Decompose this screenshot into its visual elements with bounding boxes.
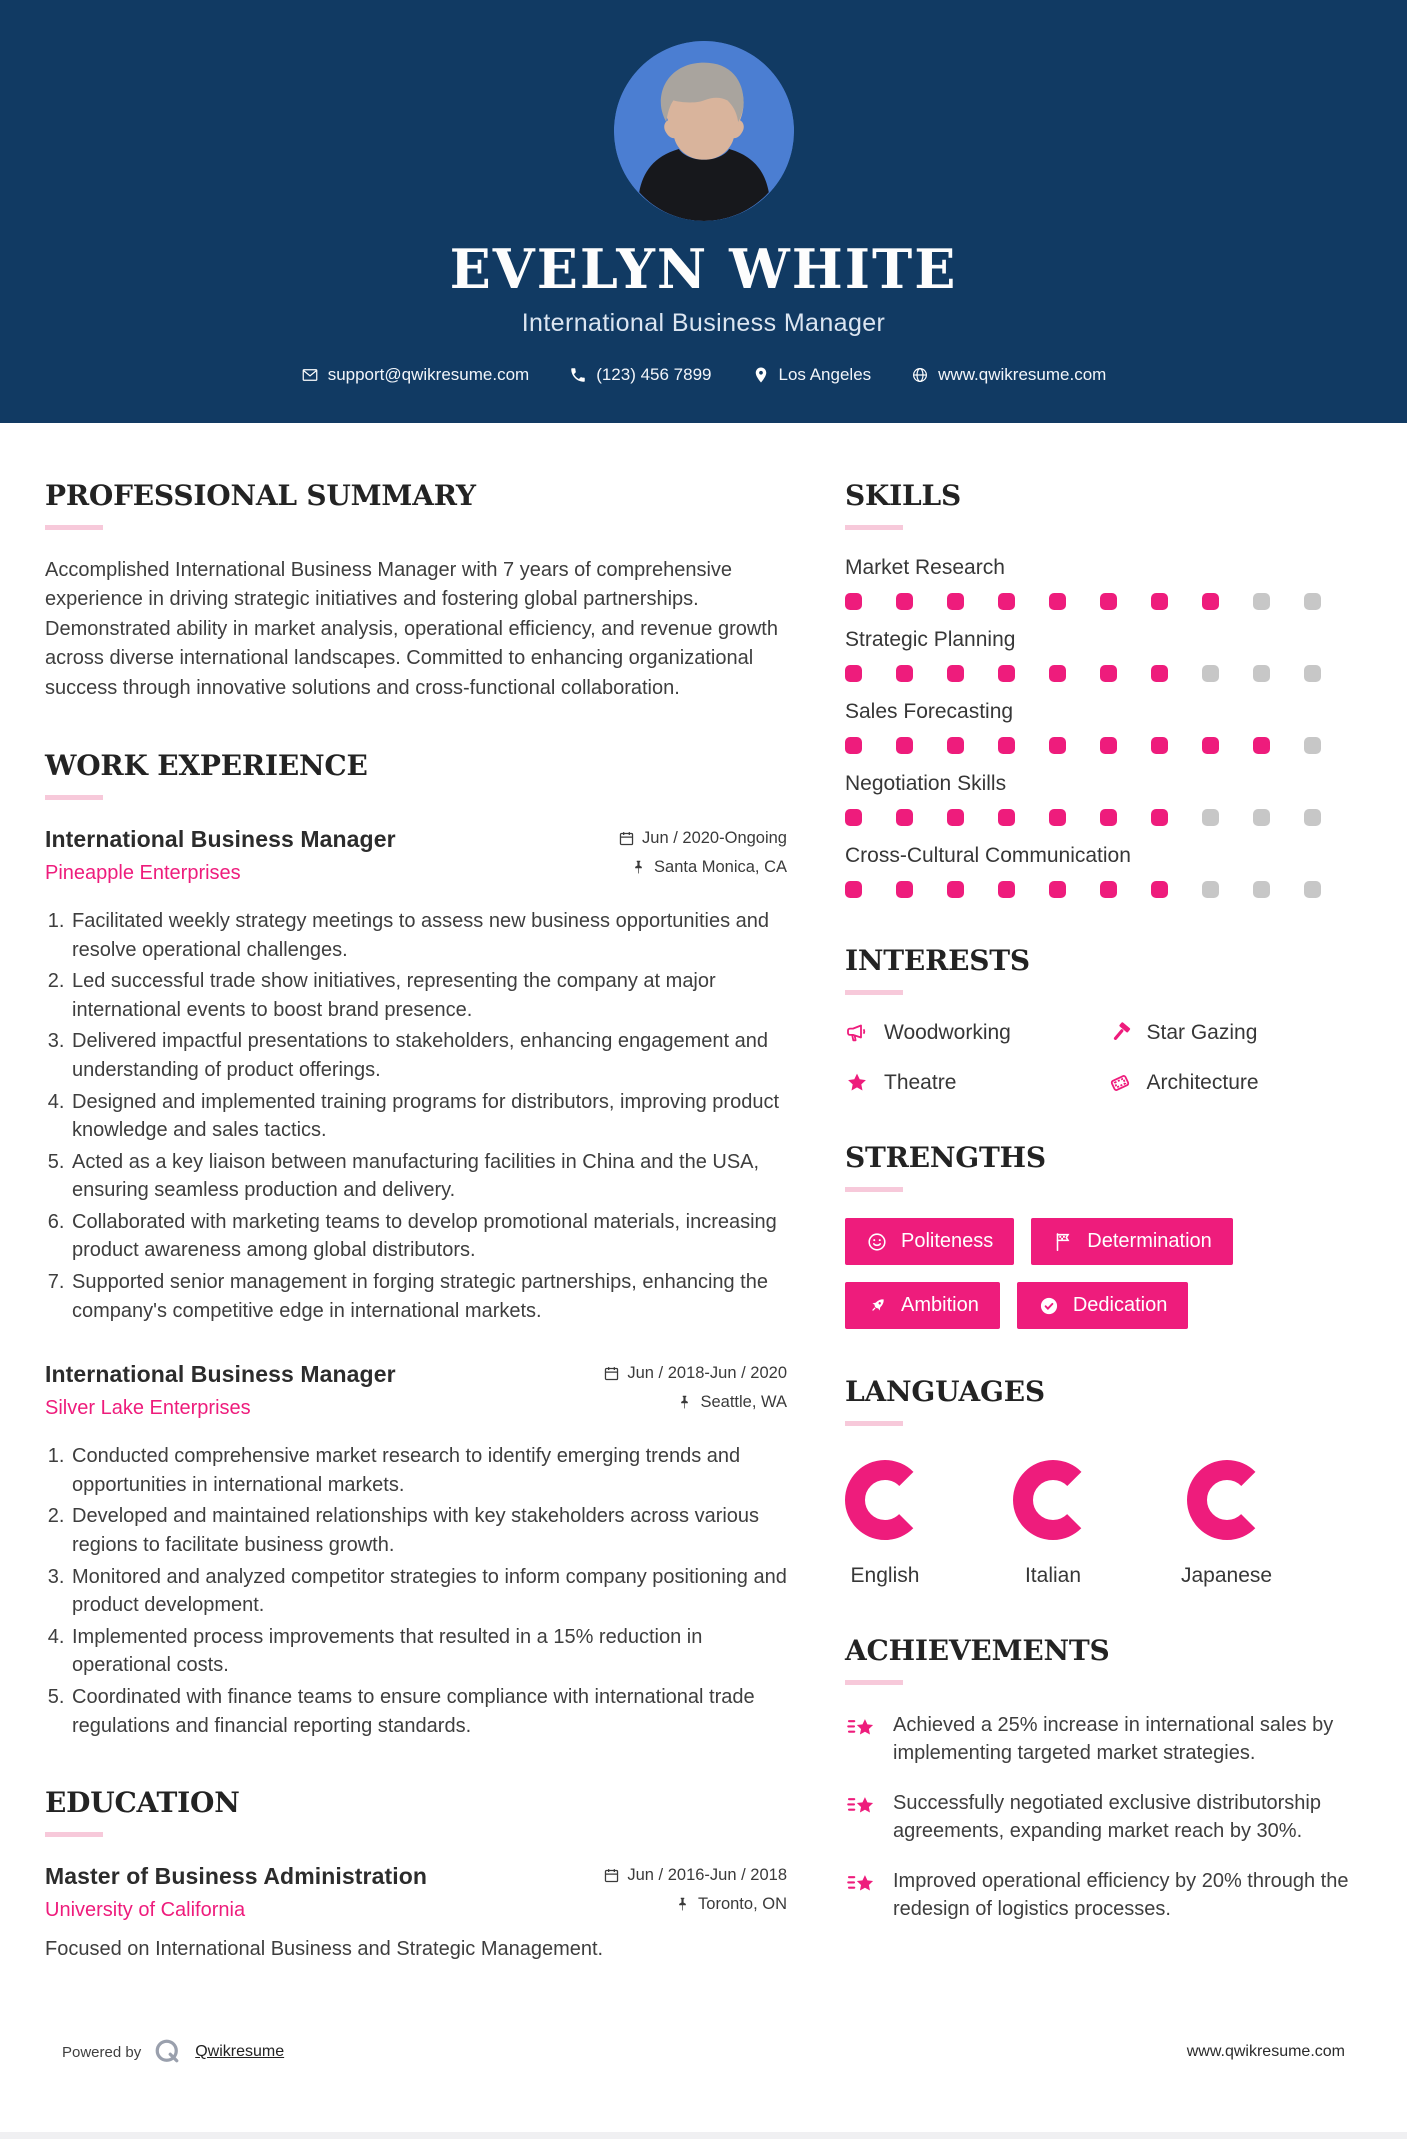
skill-dot (1202, 593, 1219, 610)
globe-icon (911, 366, 929, 384)
main-content (0, 423, 1407, 2007)
job-title-block (45, 826, 396, 885)
job-bullet: 1. Conducted comprehensive market research to identify emerging trends and opportunities in international markets. (70, 1442, 787, 1499)
strength-label: Ambition (901, 1294, 979, 1316)
language-label: Italian (1024, 1564, 1082, 1587)
skill-dot (896, 737, 913, 754)
job-entry (45, 826, 787, 1325)
job-header (45, 1361, 787, 1420)
page-bottom-edge (0, 2132, 1407, 2139)
job-bullet: 3. Delivered impactful presentations to stakeholders, enhancing engagement and understanding of product offerings. (70, 1027, 787, 1084)
interest-label: Theatre (884, 1071, 957, 1094)
language-proficiency-ring (845, 1460, 925, 1540)
skill-name: Market Research (845, 556, 1005, 579)
skill-dot (1253, 809, 1270, 826)
location-pin-icon (752, 366, 770, 384)
language-label: English (850, 1564, 920, 1587)
strength-badge (845, 1282, 1000, 1329)
job-location (676, 1393, 787, 1412)
job-date-text: Jun / 2018-Jun / 2020 (627, 1364, 787, 1383)
interest-label: Woodworking (884, 1021, 1011, 1044)
checkered-flag-icon (1052, 1231, 1074, 1253)
skill-dot (947, 881, 964, 898)
skill-dot (1202, 737, 1219, 754)
megaphone-icon (845, 1021, 869, 1045)
heading-underline (845, 525, 903, 530)
section-heading-summary: PROFESSIONAL SUMMARY (45, 479, 476, 512)
skill-dot (1100, 737, 1117, 754)
skill-dot (845, 881, 862, 898)
job-bullet: 5. Coordinated with finance teams to ensure compliance with international trade regulations and financial reporting standards. (70, 1683, 787, 1740)
interest-item (845, 1071, 1100, 1095)
education-note: Focused on International Business and Strategic Management. (45, 1938, 604, 1961)
job-bullet: 4. Designed and implemented training programs for distributors, improving product knowledge and sales tactics. (70, 1088, 787, 1145)
qwikresume-logo-icon (153, 2037, 183, 2067)
skill-dot (998, 809, 1015, 826)
strength-label: Politeness (901, 1230, 994, 1252)
skill-item (845, 556, 1362, 610)
skill-dot (1304, 881, 1321, 898)
pushpin-icon (674, 1896, 691, 1913)
section-heading-interests: INTERESTS (845, 944, 1030, 977)
section-heading-strengths: STRENGTHS (845, 1141, 1046, 1174)
skill-dot (1151, 737, 1168, 754)
skill-dot (896, 881, 913, 898)
job-title: International Business Manager (45, 825, 396, 852)
section-heading-languages: LANGUAGES (845, 1375, 1045, 1408)
skill-rating (845, 737, 1362, 754)
languages-row (845, 1452, 1362, 1588)
skill-dot (1253, 665, 1270, 682)
skill-dot (1049, 809, 1066, 826)
skill-dot (1151, 665, 1168, 682)
skill-dot (896, 593, 913, 610)
job-bullet-list (45, 1442, 787, 1740)
star-icon (845, 1071, 869, 1095)
strength-badge (845, 1218, 1014, 1265)
section-heading-skills: SKILLS (845, 479, 962, 512)
skill-dot (1100, 593, 1117, 610)
job-date-text: Jun / 2020-Ongoing (642, 828, 787, 847)
job-title-block (45, 1361, 396, 1420)
job-company: Silver Lake Enterprises (45, 1397, 251, 1420)
email-icon (301, 366, 319, 384)
section-heading-work: WORK EXPERIENCE (45, 748, 368, 782)
education-location (674, 1895, 787, 1914)
heading-underline (845, 990, 903, 995)
education-title-block (45, 1863, 427, 1922)
section-languages (845, 1375, 1362, 1588)
ticket-icon (1108, 1071, 1132, 1095)
gavel-icon (1108, 1021, 1132, 1045)
interest-label: Star Gazing (1146, 1021, 1258, 1044)
language-label: Japanese (1181, 1564, 1273, 1587)
skill-rating (845, 881, 1362, 898)
section-heading-achievements: ACHIEVEMENTS (845, 1634, 1110, 1667)
heading-underline (45, 525, 103, 530)
heading-underline (45, 795, 103, 800)
skill-item (845, 700, 1362, 754)
education-location-text: Toronto, ON (698, 1895, 787, 1914)
section-interests (845, 944, 1362, 1095)
achievement-text: Successfully negotiated exclusive distributorship agreements, expanding market reach by 30%. (893, 1791, 1321, 1843)
pushpin-icon (630, 859, 647, 876)
skill-dot (947, 593, 964, 610)
job-bullet: 4. Implemented process improvements that resulted in a 15% reduction in operational costs. (70, 1623, 787, 1680)
job-bullet: 5. Acted as a key liaison between manufacturing facilities in China and the USA, ensuring seamless production and delivery. (70, 1148, 787, 1205)
job-header (45, 826, 787, 885)
job-title: International Business Manager (45, 1361, 396, 1388)
skill-dot (1049, 665, 1066, 682)
skill-dot (998, 737, 1015, 754)
skill-dot (947, 737, 964, 754)
skill-dot (1253, 593, 1270, 610)
skill-rating (845, 665, 1362, 682)
job-bullet: 6. Collaborated with marketing teams to develop promotional materials, increasing product awareness among global distributors. (70, 1208, 787, 1265)
header (0, 0, 1407, 423)
profile-photo (614, 41, 794, 221)
calendar-icon (603, 1867, 620, 1884)
contact-row (0, 365, 1407, 385)
pushpin-icon (676, 1394, 693, 1411)
calendar-icon (618, 830, 635, 847)
section-strengths (845, 1141, 1362, 1329)
strength-badge (1031, 1218, 1233, 1265)
skill-dot (947, 665, 964, 682)
summary-text: Accomplished International Business Manager with 7 years of comprehensive experience in driving strategic initiatives and fostering global partnerships. Demonstrated ability in market analysis, operational efficiency, and revenue growth across diverse international landscapes. Committed to enhancing organizational success through innovative solutions and cross-functional collaboration. (45, 559, 778, 699)
job-location-text: Seattle, WA (700, 1393, 787, 1412)
skill-dot (1253, 737, 1270, 754)
language-item (845, 1460, 925, 1588)
job-bullet-list (45, 907, 787, 1325)
skill-dot (896, 809, 913, 826)
job-bullet: 1. Facilitated weekly strategy meetings to assess new business opportunities and resolve operational challenges. (70, 907, 787, 964)
section-work-experience (45, 749, 787, 1740)
skill-dot (1304, 593, 1321, 610)
skill-rating (845, 809, 1362, 826)
skill-dot (1253, 881, 1270, 898)
skill-dot (998, 665, 1015, 682)
heading-underline (845, 1680, 903, 1685)
interest-label: Architecture (1146, 1071, 1259, 1094)
skill-dot (845, 737, 862, 754)
language-proficiency-ring (1187, 1460, 1267, 1540)
job-bullet: 7. Supported senior management in forging strategic partnerships, enhancing the company's competitive edge in international markets. (70, 1268, 787, 1325)
check-circle-icon (1038, 1295, 1060, 1317)
school-name: University of California (45, 1899, 246, 1922)
language-item (1013, 1460, 1093, 1588)
skill-rating (845, 593, 1362, 610)
interest-item (1108, 1071, 1363, 1095)
skill-item (845, 772, 1362, 826)
person-name: EVELYN WHITE (449, 237, 958, 301)
contact-phone[interactable] (569, 365, 711, 385)
shooting-star-icon (845, 1791, 875, 1821)
job-location (630, 858, 787, 877)
powered-by-block (62, 2037, 284, 2067)
contact-website-text: www.qwikresume.com (938, 365, 1107, 384)
strength-badges (845, 1218, 1362, 1329)
person-title: International Business Manager (521, 309, 886, 337)
skill-dot (1202, 881, 1219, 898)
job-bullet: 3. Monitored and analyzed competitor strategies to inform company positioning and product development. (70, 1563, 787, 1620)
skill-dot (845, 593, 862, 610)
interest-item (1108, 1021, 1363, 1045)
footer (0, 2007, 1407, 2139)
job-entry (45, 1361, 787, 1740)
job-company: Pineapple Enterprises (45, 861, 241, 884)
interest-item (845, 1021, 1100, 1045)
skill-dot (845, 809, 862, 826)
contact-email[interactable] (301, 365, 530, 385)
contact-location (752, 365, 872, 385)
calendar-icon (603, 1365, 620, 1382)
job-meta (603, 1361, 787, 1412)
skill-name: Cross-Cultural Communication (845, 844, 1131, 867)
education-dates (603, 1866, 787, 1885)
heading-underline (845, 1187, 903, 1192)
skill-dot (998, 881, 1015, 898)
phone-icon (569, 366, 587, 384)
qwikresume-brand-link[interactable]: Qwikresume (195, 2043, 285, 2061)
left-column (45, 479, 787, 2007)
shooting-star-icon (845, 1869, 875, 1899)
skill-dot (1049, 737, 1066, 754)
rocket-icon (866, 1295, 888, 1317)
job-location-text: Santa Monica, CA (654, 857, 787, 876)
job-dates (618, 829, 787, 848)
degree-title: Master of Business Administration (45, 1863, 428, 1890)
skill-dot (947, 809, 964, 826)
skill-item (845, 844, 1362, 898)
powered-by-text: Powered by (62, 2043, 142, 2061)
skill-dot (998, 593, 1015, 610)
contact-website[interactable] (911, 365, 1106, 385)
section-education (45, 1786, 787, 1961)
achievement-item (845, 1867, 1362, 1924)
achievement-text: Achieved a 25% increase in international sales by implementing targeted market strategies. (893, 1714, 1334, 1765)
skill-dot (1304, 665, 1321, 682)
skill-dot (1049, 881, 1066, 898)
skill-dot (1100, 665, 1117, 682)
achievement-item (845, 1789, 1362, 1846)
section-heading-education: EDUCATION (45, 1786, 240, 1820)
section-skills (845, 479, 1362, 898)
contact-location-text: Los Angeles (778, 365, 872, 384)
contact-email-text: support@qwikresume.com (327, 365, 530, 384)
contact-phone-text: (123) 456 7899 (596, 365, 712, 384)
person-photo-illustration (614, 41, 794, 221)
achievement-item (845, 1711, 1362, 1768)
strength-label: Dedication (1072, 1294, 1168, 1316)
skill-name: Negotiation Skills (845, 772, 1007, 795)
skill-name: Sales Forecasting (845, 700, 1014, 723)
strength-label: Determination (1087, 1230, 1212, 1252)
heading-underline (845, 1421, 903, 1426)
education-header (45, 1863, 787, 1922)
skill-dot (1151, 881, 1168, 898)
job-bullet: 2. Developed and maintained relationships with key stakeholders across various regions to facilitate business growth. (70, 1502, 787, 1559)
job-dates (603, 1364, 787, 1383)
skill-name: Strategic Planning (845, 628, 1016, 651)
section-professional-summary (45, 479, 787, 703)
heading-underline (45, 1832, 103, 1837)
education-meta (603, 1863, 787, 1914)
language-item (1181, 1460, 1272, 1588)
skill-item (845, 628, 1362, 682)
skill-dot (1304, 809, 1321, 826)
language-proficiency-ring (1013, 1460, 1093, 1540)
right-column (845, 479, 1362, 2007)
education-date-text: Jun / 2016-Jun / 2018 (627, 1866, 787, 1885)
job-bullet: 2. Led successful trade show initiatives, representing the company at major international events to boost brand presence. (70, 967, 787, 1024)
achievement-text: Improved operational efficiency by 20% through the redesign of logistics processes. (893, 1869, 1349, 1920)
skill-dot (1202, 665, 1219, 682)
skill-dot (1049, 593, 1066, 610)
skill-dot (896, 665, 913, 682)
strength-badge (1017, 1282, 1189, 1329)
footer-site-link[interactable]: www.qwikresume.com (1186, 2043, 1345, 2061)
shooting-star-icon (845, 1713, 875, 1743)
skill-dot (1202, 809, 1219, 826)
job-meta (618, 826, 787, 877)
interests-grid (845, 1021, 1362, 1095)
skill-dot (1151, 593, 1168, 610)
skill-dot (1100, 809, 1117, 826)
smiley-icon (866, 1231, 888, 1253)
skill-dot (845, 665, 862, 682)
section-achievements (845, 1634, 1362, 1923)
skill-dot (1151, 809, 1168, 826)
skill-dot (1304, 737, 1321, 754)
skill-dot (1100, 881, 1117, 898)
